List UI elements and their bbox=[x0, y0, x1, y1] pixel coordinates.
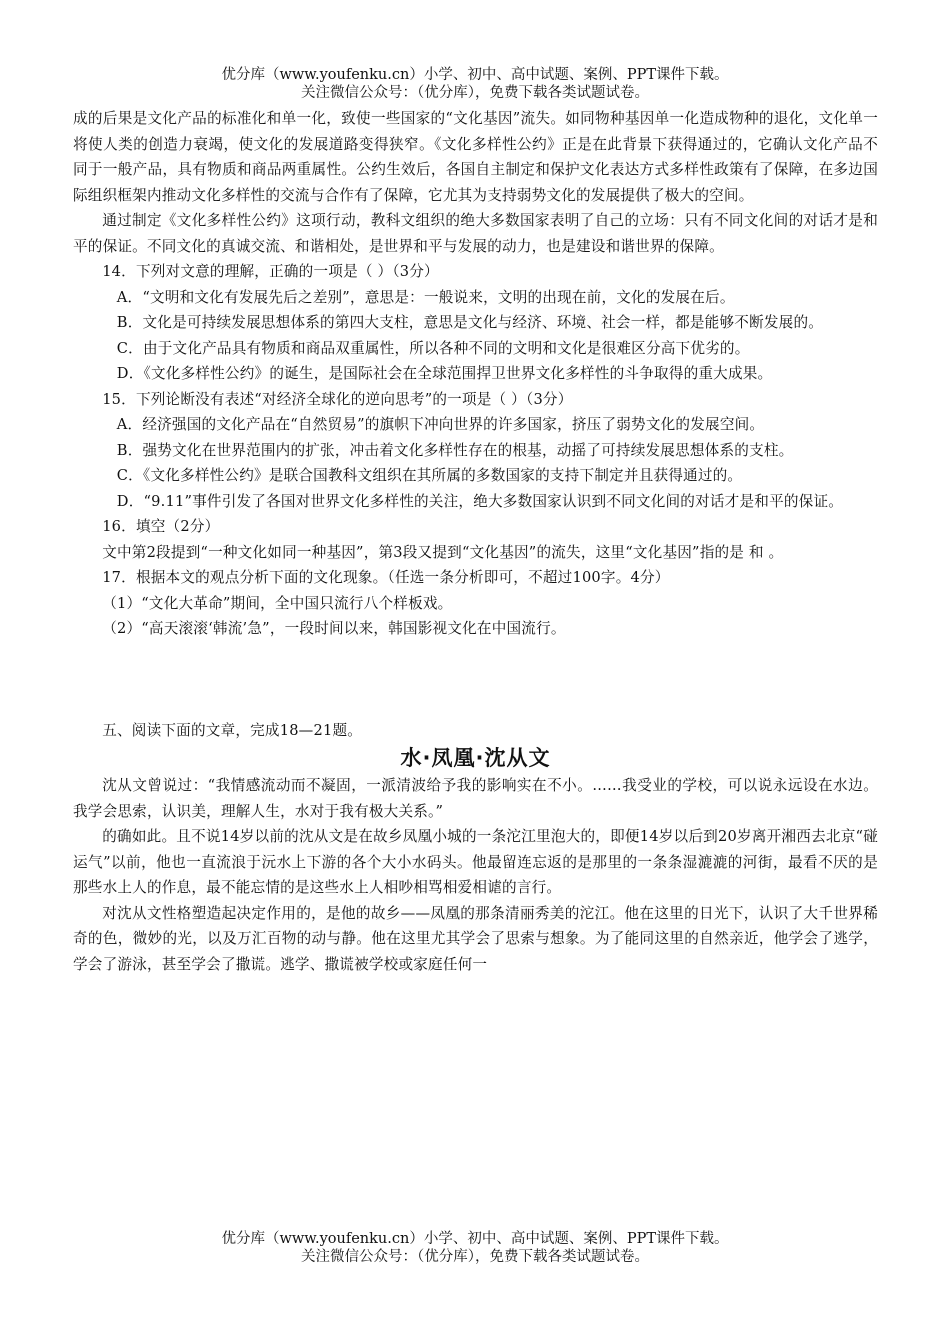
paragraph-2: 通过制定《文化多样性公约》这项行动，教科文组织的绝大多数国家表明了自己的立场：只有不同文化间的对话才是和平的保证。不同文化的真诚交流、和谐相处，是世界和平与发展的动力，也是建设和谐世界的保障。 bbox=[73, 212, 878, 255]
question-15-option-a: A．经济强国的文化产品在“自然贸易”的旗帜下冲向世界的许多国家，挤压了弱势文化的发展空间。 bbox=[116, 416, 765, 433]
question-16-stem: 16．填空（2分） bbox=[102, 518, 220, 535]
document-body bbox=[73, 106, 878, 977]
section-spacer bbox=[73, 642, 878, 718]
paragraph-1: 成的后果是文化产品的标准化和单一化，致使一些国家的“文化基因”流失。如同物种基因单一化造成物种的退化，文化单一将使人类的创造力衰竭，使文化的发展道路变得狭窄。《文化多样性公约》正是在此背景下获得通过的，它确认文化产品不同于一般产品，具有物质和商品两重属性。公约生效后，各国自主制定和保护文化表达方式多样性政策有了保障，在多边国际组织框架内推动文化多样性的交流与合作有了保障，它尤其为支持弱势文化的发展提供了极大的空间。 bbox=[73, 110, 878, 204]
question-15-option-d: D．“9.11”事件引发了各国对世界文化多样性的关注，绝大多数国家认识到不同文化间的对话才是和平的保证。 bbox=[116, 492, 844, 510]
page-header bbox=[0, 66, 950, 102]
question-15-option-b: B．强势文化在世界范围内的扩张，冲击着文化多样性存在的根基，动摇了可持续发展思想体系的支柱。 bbox=[116, 441, 794, 459]
question-14-option-c: C．由于文化产品具有物质和商品双重属性，所以各种不同的文明和文化是很难区分高下优劣的。 bbox=[116, 339, 750, 357]
question-16-text: 文中第2段提到“一种文化如同一种基因”，第3段又提到“文化基因”的流失，这里“文化基因”指的是 和 。 bbox=[102, 543, 784, 561]
question-17-item-2: （2）“高天滚滚‘韩流’急”，一段时间以来，韩国影视文化在中国流行。 bbox=[102, 620, 566, 637]
question-17-stem: 17．根据本文的观点分析下面的文化现象。（任选一条分析即可，不超过100字。4分） bbox=[102, 569, 670, 586]
question-15-stem: 15．下列论断没有表述“对经济全球化的逆向思考”的一项是（ ）（3分） bbox=[102, 390, 573, 408]
footer-line-2: 关注微信公众号：（优分库），免费下载各类试题试卷。 bbox=[301, 1249, 649, 1265]
footer-line-1: 优分库（www.youfenku.cn）小学、初中、高中试题、案例、PPT课件下载。 bbox=[221, 1231, 729, 1247]
article-paragraph-2: 的确如此。且不说14岁以前的沈从文是在故乡凤凰小城的一条沱江里泡大的，即便14岁以后到20岁离开湘西去北京“碰运气”以前，他也一直流浪于沅水上下游的各个大小水码头。他最留连忘返的是那里的一条条湿漉漉的河街，最看不厌的是那些水上人的作息，最不能忘情的是这些水上人相吵相骂相爱相谑的言行。 bbox=[73, 828, 878, 896]
article-paragraph-3: 对沈从文性格塑造起决定作用的，是他的故乡——凤凰的那条清丽秀美的沱江。他在这里的日光下，认识了大千世界稀奇的色，微妙的光，以及万汇百物的动与静。他在这里尤其学会了思索与想象。为了能同这里的自然亲近，他学会了逃学，学会了游泳，甚至学会了撒谎。逃学、撒谎被学校或家庭任何一 bbox=[73, 904, 878, 973]
article-title: 水·凤凰·沈从文 bbox=[400, 746, 551, 770]
question-17-item-1: （1）“文化大革命”期间，全中国只流行八个样板戏。 bbox=[102, 594, 453, 612]
article-paragraph-1: 沈从文曾说过：“我情感流动而不凝固，一派清波给予我的影响实在不小。……我受业的学校，可以说永远设在水边。我学会思索，认识美，理解人生，水对于我有极大关系。” bbox=[73, 777, 878, 820]
question-14-option-a: A．“文明和文化有发展先后之差别”，意思是：一般说来，文明的出现在前，文化的发展在后。 bbox=[116, 288, 735, 306]
section-5-intro: 五、阅读下面的文章，完成18—21题。 bbox=[102, 721, 363, 739]
question-14-option-b: B．文化是可持续发展思想体系的第四大支柱，意思是文化与经济、环境、社会一样，都是能够不断发展的。 bbox=[116, 314, 824, 331]
header-line-2: 关注微信公众号：（优分库），免费下载各类试题试卷。 bbox=[301, 85, 649, 101]
question-14-stem: 14．下列对文意的理解，正确的一项是（ ）（3分） bbox=[102, 263, 439, 280]
header-line-1: 优分库（www.youfenku.cn）小学、初中、高中试题、案例、PPT课件下载。 bbox=[221, 67, 729, 83]
question-14-option-d: D．《文化多样性公约》的诞生，是国际社会在全球范围捍卫世界文化多样性的斗争取得的重大成果。 bbox=[116, 365, 773, 382]
page-footer bbox=[0, 1230, 950, 1266]
question-15-option-c: C．《文化多样性公约》是联合国教科文组织在其所属的多数国家的支持下制定并且获得通过的。 bbox=[116, 467, 743, 484]
